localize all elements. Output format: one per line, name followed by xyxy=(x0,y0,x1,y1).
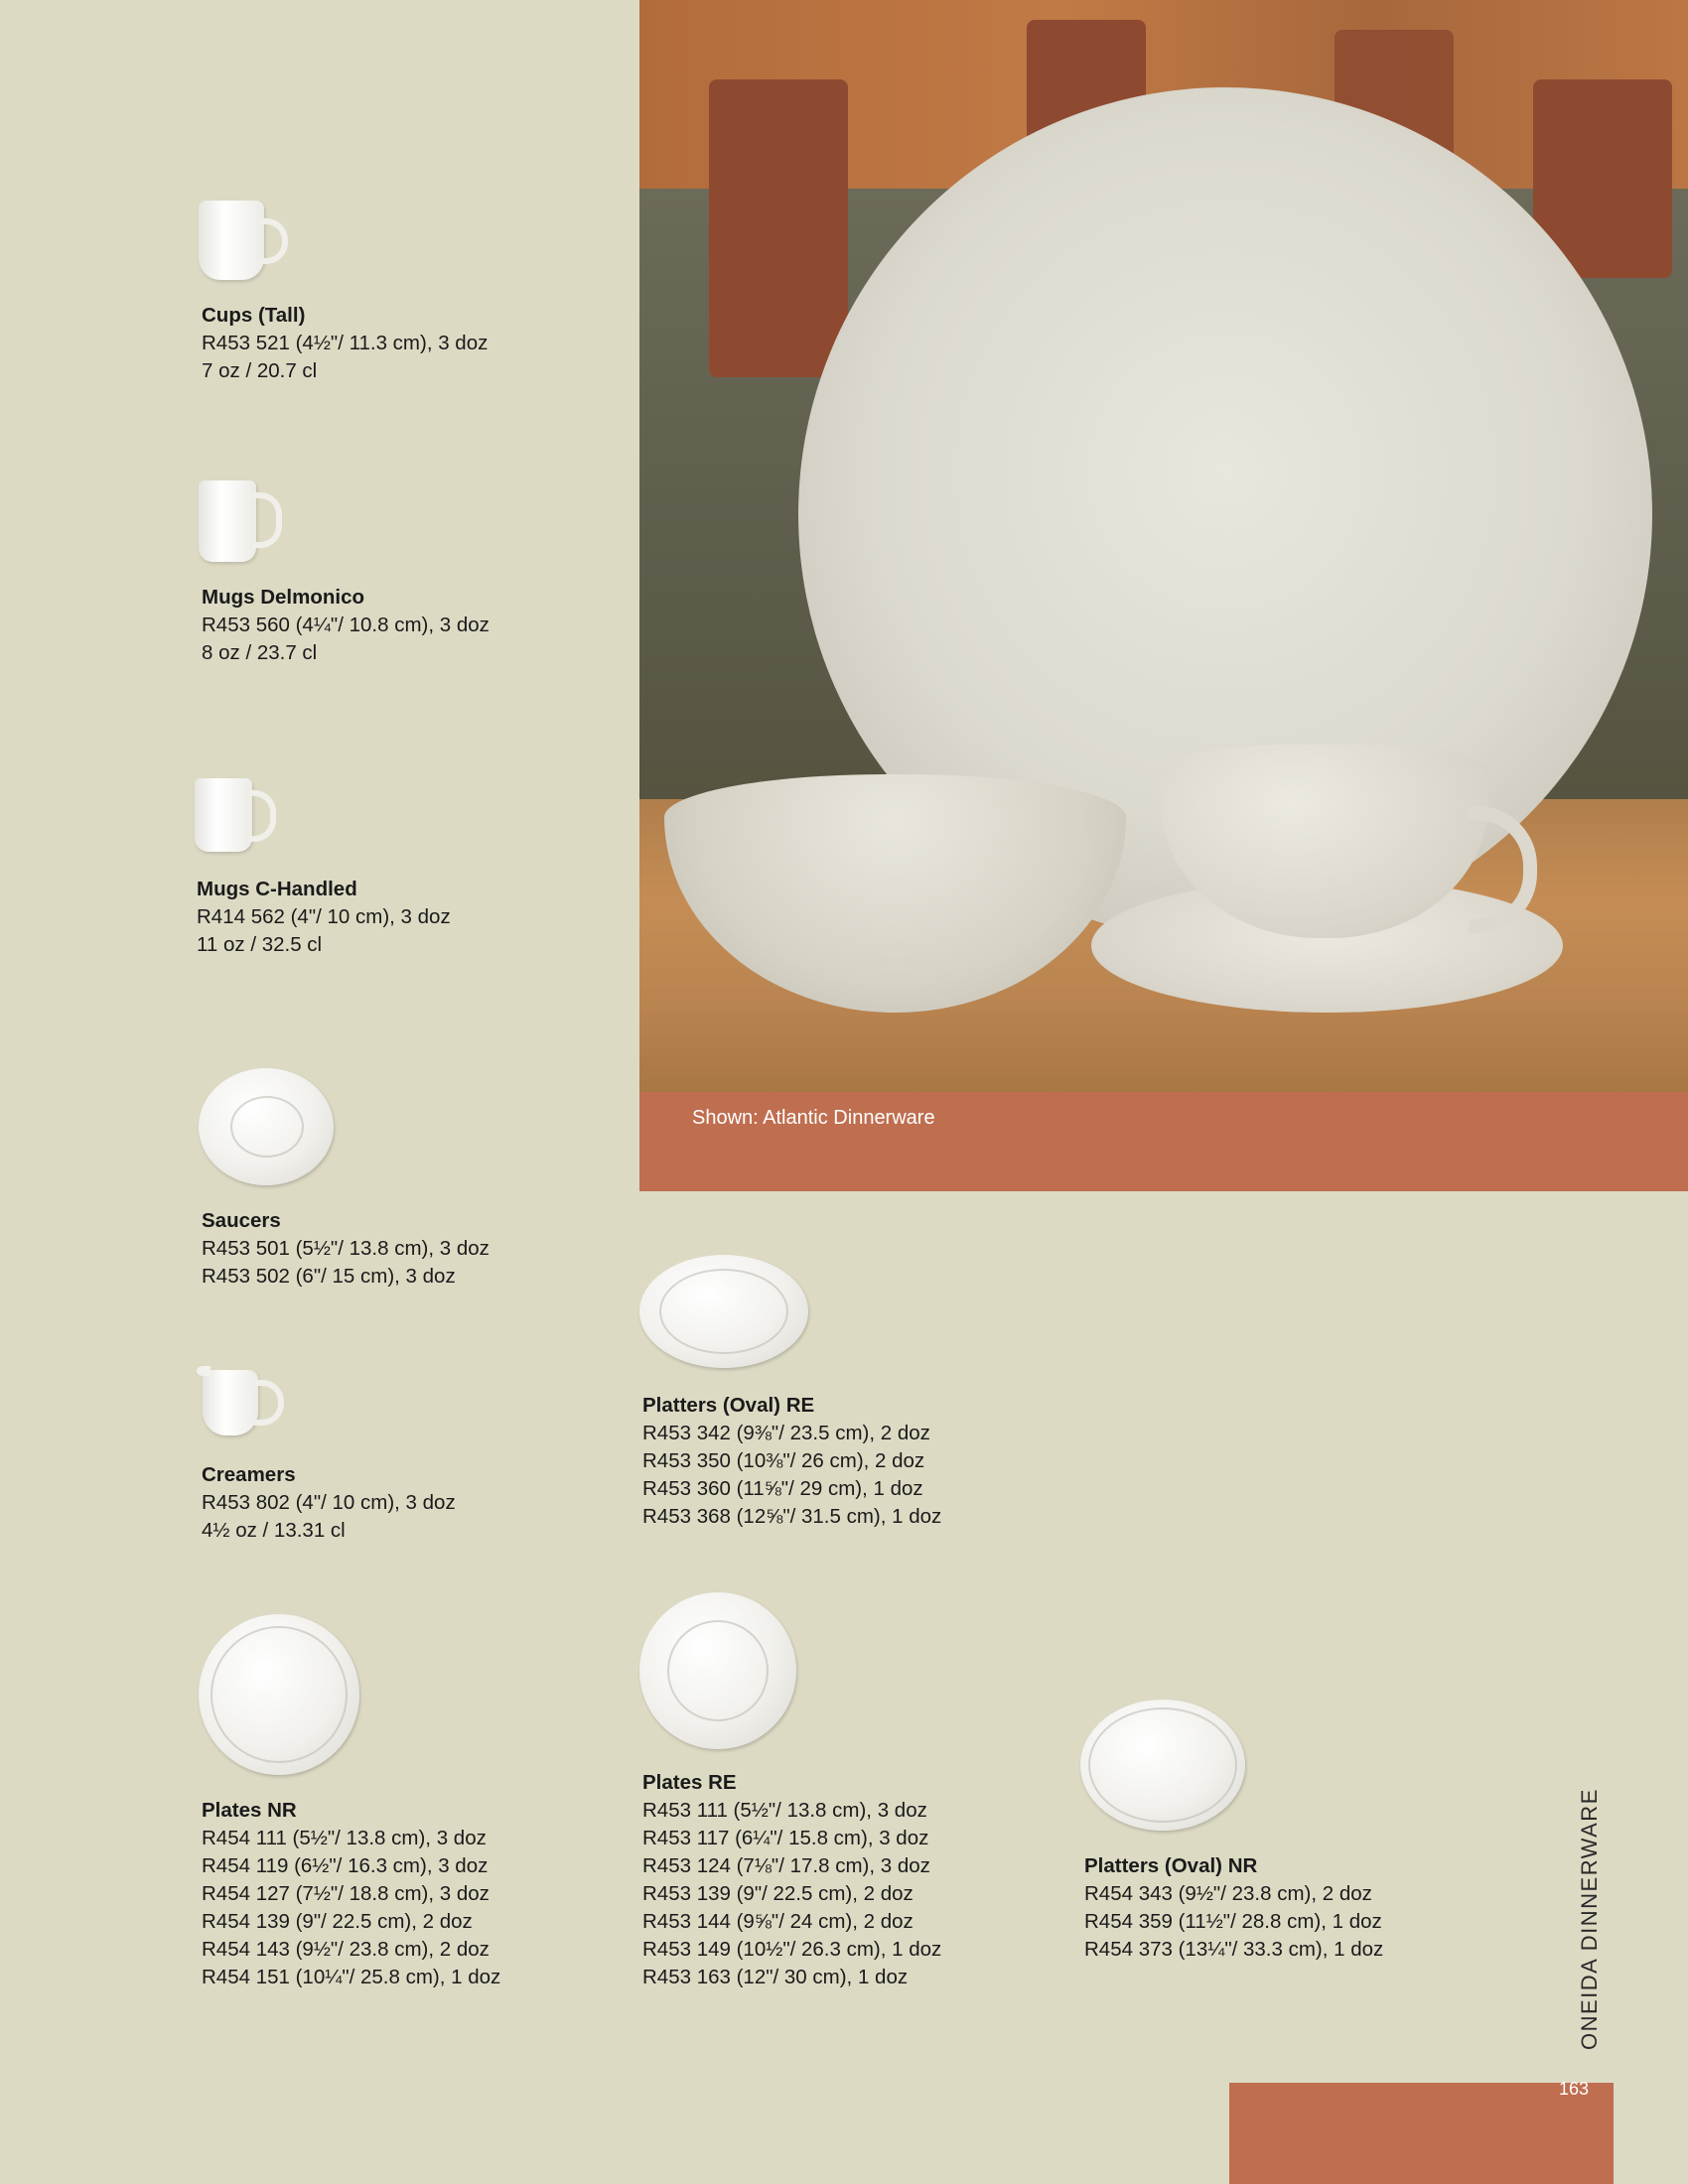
product-line: R453 560 (4¼"/ 10.8 cm), 3 doz xyxy=(202,614,490,636)
product-creamers xyxy=(202,1461,456,1545)
product-line: R453 350 (10⅜"/ 26 cm), 2 doz xyxy=(642,1449,925,1472)
photo-caption: Shown: Atlantic Dinnerware xyxy=(692,1107,935,1129)
platter-oval-nr-icon xyxy=(1080,1700,1245,1831)
product-line: R453 144 (9⅝"/ 24 cm), 2 doz xyxy=(642,1910,914,1933)
plate-nr-icon xyxy=(199,1614,359,1775)
product-title: Platters (Oval) NR xyxy=(1084,1854,1258,1877)
product-line: R414 562 (4"/ 10 cm), 3 doz xyxy=(197,905,451,928)
product-line: R453 521 (4½"/ 11.3 cm), 3 doz xyxy=(202,332,489,354)
product-title: Mugs C-Handled xyxy=(197,878,357,900)
product-title: Cups (Tall) xyxy=(202,304,306,327)
product-saucers xyxy=(202,1207,490,1291)
footer-band xyxy=(1229,2083,1614,2184)
product-line: R453 124 (7⅛"/ 17.8 cm), 3 doz xyxy=(642,1854,930,1877)
mug-delmonico-icon xyxy=(197,477,286,566)
page-number: 163 xyxy=(1559,2079,1590,2099)
product-title: Platters (Oval) RE xyxy=(642,1394,815,1417)
product-mugs-delmonico xyxy=(202,584,490,667)
hero-photo xyxy=(639,0,1688,1092)
cup-tall-icon xyxy=(197,197,296,284)
product-line: R453 342 (9⅜"/ 23.5 cm), 2 doz xyxy=(642,1422,930,1444)
section-side-label: ONEIDA DINNERWARE xyxy=(1577,1788,1602,2050)
creamer-icon xyxy=(197,1362,288,1439)
product-title: Plates NR xyxy=(202,1799,297,1822)
product-line: 11 oz / 32.5 cl xyxy=(197,933,323,956)
product-plates-nr xyxy=(202,1797,500,1991)
product-platters-oval-re xyxy=(642,1392,941,1531)
product-line: R454 373 (13¼"/ 33.3 cm), 1 doz xyxy=(1084,1938,1384,1961)
product-line: R454 111 (5½"/ 13.8 cm), 3 doz xyxy=(202,1827,487,1849)
product-line: 7 oz / 20.7 cl xyxy=(202,359,318,382)
product-line: R453 368 (12⅝"/ 31.5 cm), 1 doz xyxy=(642,1505,942,1528)
product-line: R454 359 (11½"/ 28.8 cm), 1 doz xyxy=(1084,1910,1382,1933)
product-line: R453 111 (5½"/ 13.8 cm), 3 doz xyxy=(642,1799,927,1822)
product-title: Plates RE xyxy=(642,1771,737,1794)
product-line: R453 502 (6"/ 15 cm), 3 doz xyxy=(202,1265,456,1288)
product-line: R453 163 (12"/ 30 cm), 1 doz xyxy=(642,1966,909,1988)
product-line: R454 143 (9½"/ 23.8 cm), 2 doz xyxy=(202,1938,490,1961)
product-line: R453 117 (6¼"/ 15.8 cm), 3 doz xyxy=(642,1827,929,1849)
product-platters-oval-nr xyxy=(1084,1852,1383,1964)
product-mugs-c-handled xyxy=(197,876,451,959)
product-cups-tall xyxy=(202,302,488,385)
product-title: Mugs Delmonico xyxy=(202,586,365,609)
mug-c-handled-icon xyxy=(193,776,282,856)
product-line: R453 139 (9"/ 22.5 cm), 2 doz xyxy=(642,1882,914,1905)
product-line: R453 802 (4"/ 10 cm), 3 doz xyxy=(202,1491,456,1514)
plate-re-icon xyxy=(639,1592,796,1749)
product-line: 4½ oz / 13.31 cl xyxy=(202,1519,346,1542)
photo-chair xyxy=(709,79,848,377)
product-line: 8 oz / 23.7 cl xyxy=(202,641,318,664)
product-plates-re xyxy=(642,1769,941,1991)
product-title: Saucers xyxy=(202,1209,281,1232)
product-line: R453 149 (10½"/ 26.3 cm), 1 doz xyxy=(642,1938,942,1961)
product-line: R454 119 (6½"/ 16.3 cm), 3 doz xyxy=(202,1854,489,1877)
product-line: R453 360 (11⅝"/ 29 cm), 1 doz xyxy=(642,1477,923,1500)
platter-oval-re-icon xyxy=(639,1255,808,1368)
saucer-icon xyxy=(199,1068,334,1185)
product-line: R454 343 (9½"/ 23.8 cm), 2 doz xyxy=(1084,1882,1372,1905)
product-line: R454 127 (7½"/ 18.8 cm), 3 doz xyxy=(202,1882,490,1905)
product-line: R453 501 (5½"/ 13.8 cm), 3 doz xyxy=(202,1237,490,1260)
product-title: Creamers xyxy=(202,1463,296,1486)
product-line: R454 139 (9"/ 22.5 cm), 2 doz xyxy=(202,1910,473,1933)
product-line: R454 151 (10¼"/ 25.8 cm), 1 doz xyxy=(202,1966,501,1988)
